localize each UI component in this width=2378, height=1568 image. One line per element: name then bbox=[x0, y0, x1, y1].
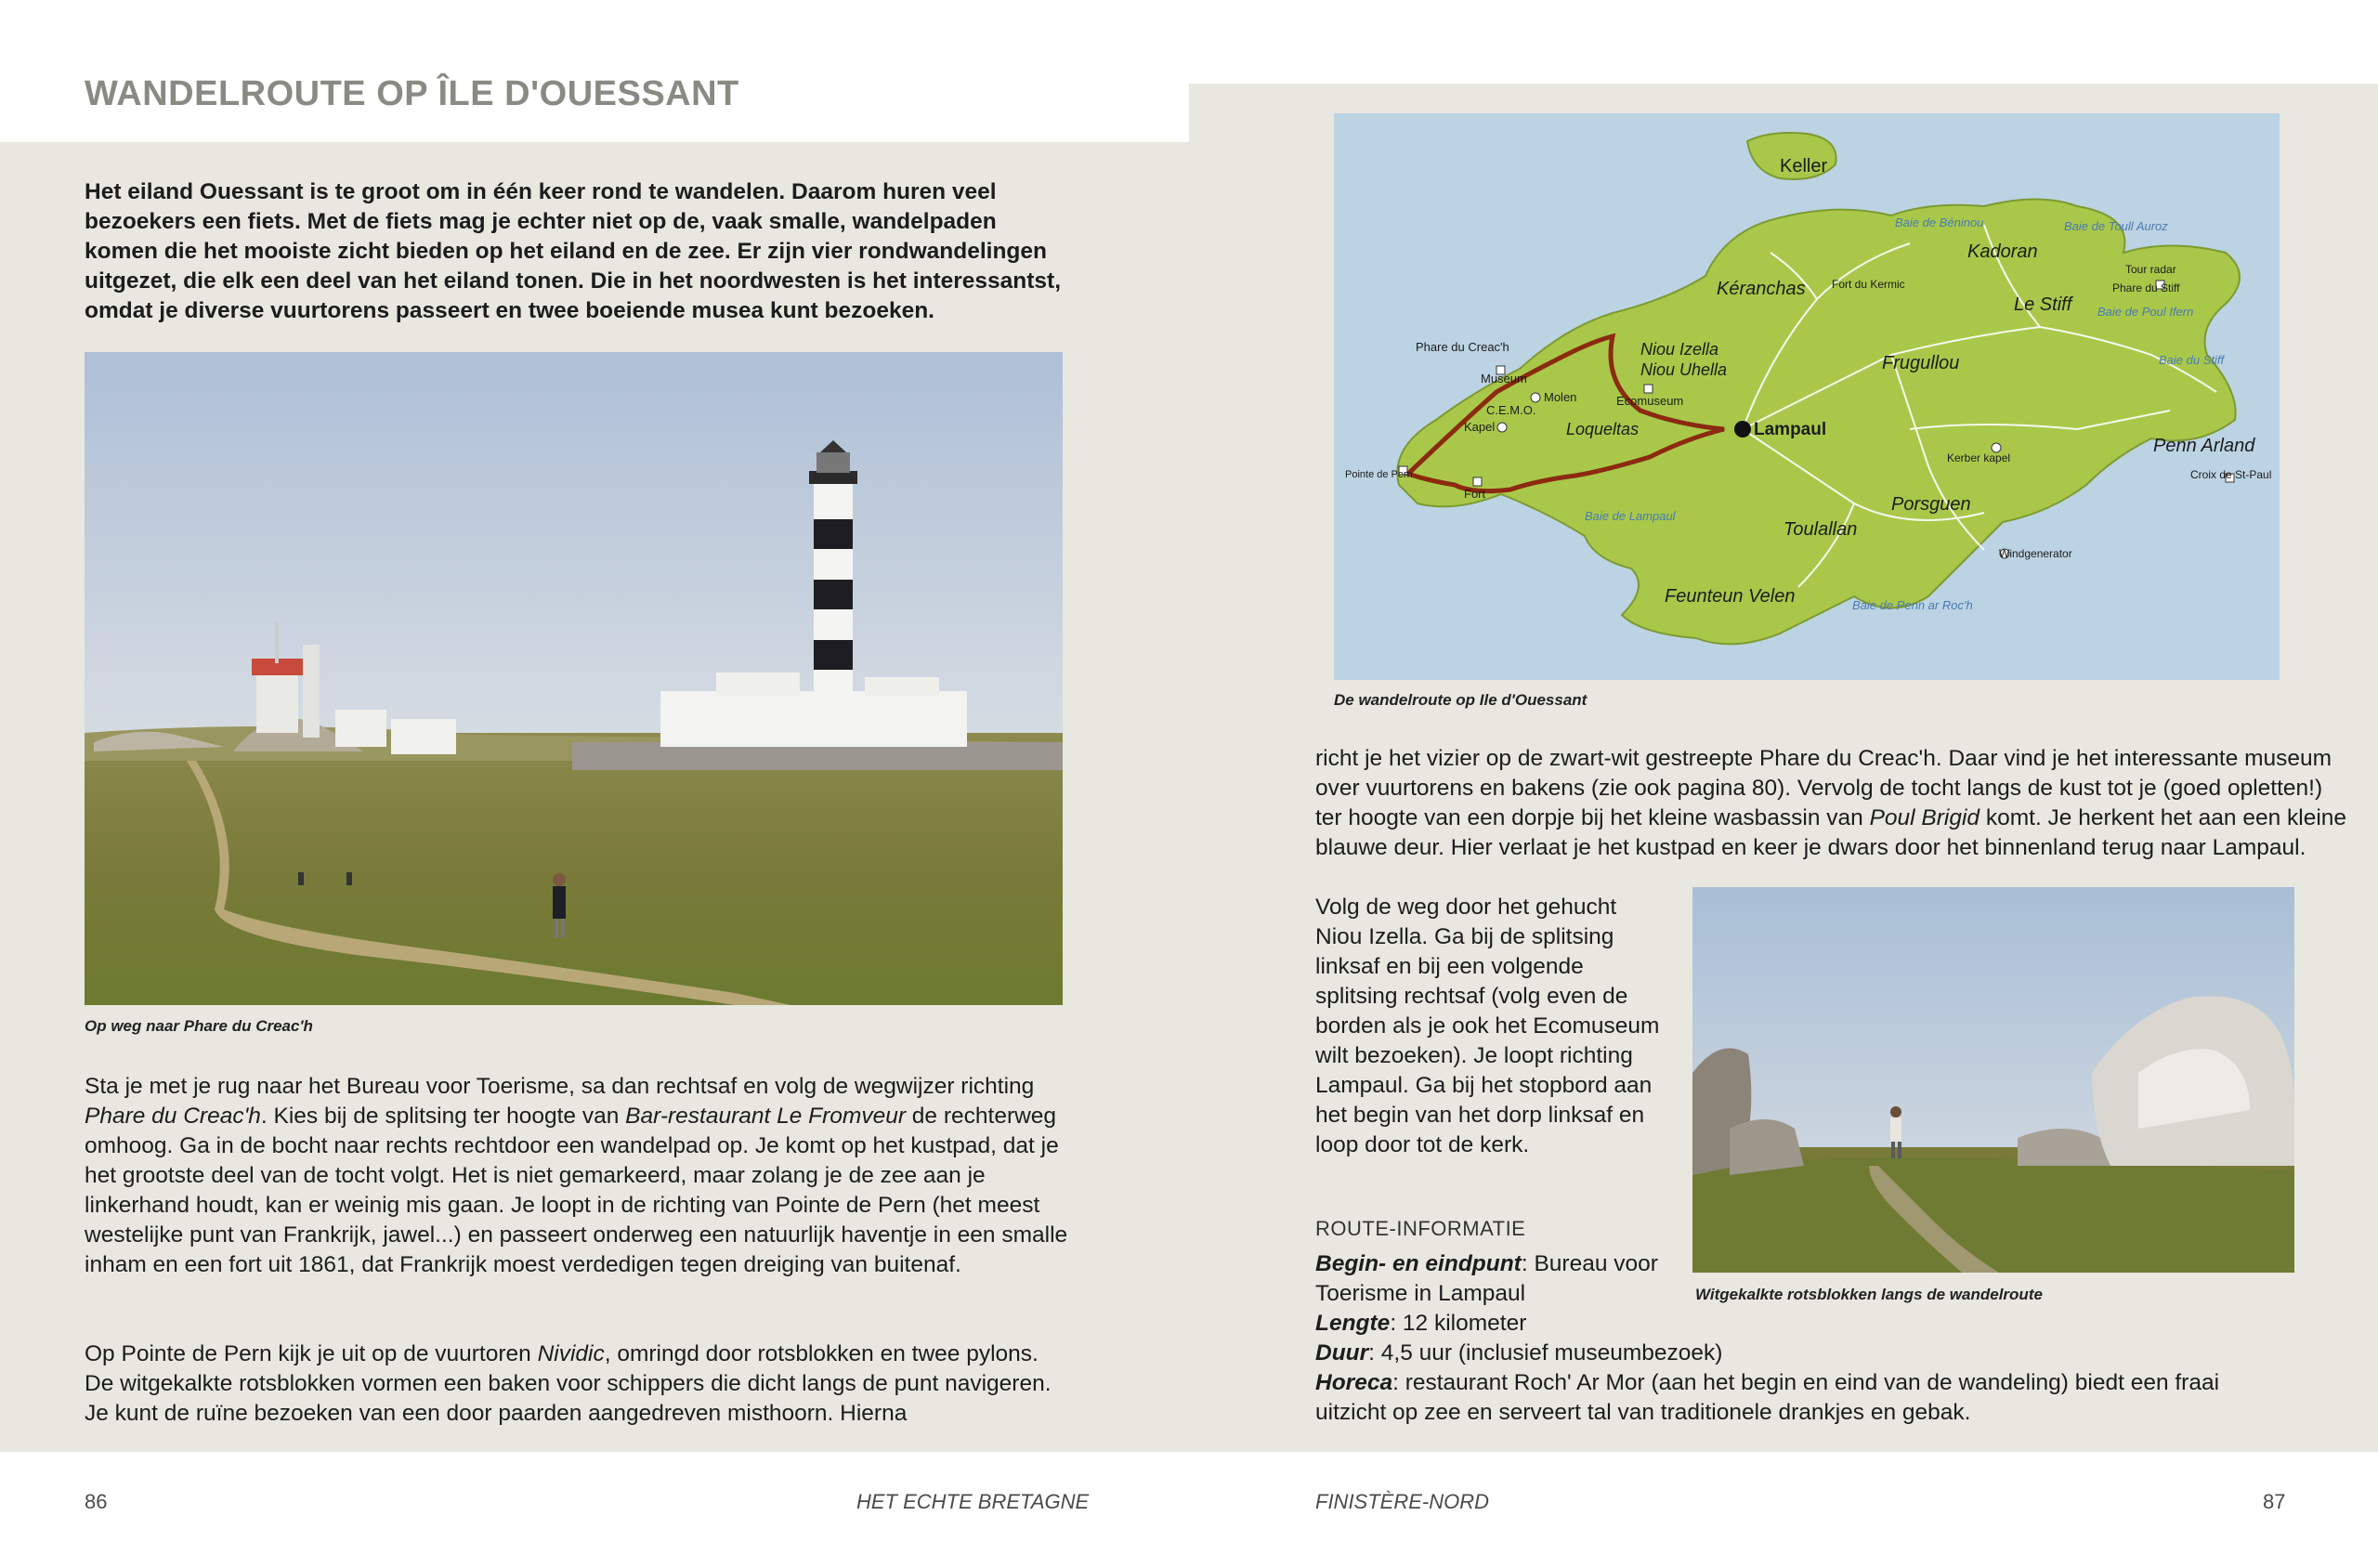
route-info-horeca-cont: uitzicht op zee en serveert tal van traditionele drankjes en gebak. bbox=[1315, 1400, 1971, 1425]
right-page bbox=[1189, 0, 2378, 1568]
route-info-start-cont: Toerisme in Lampaul bbox=[1315, 1281, 1526, 1306]
running-head: HET ECHTE BRETAGNE bbox=[856, 1490, 1090, 1513]
photo-caption: Op weg naar Phare du Creac'h bbox=[85, 1017, 313, 1035]
map-label-kapel: Kapel bbox=[1464, 420, 1496, 434]
map-label-porsguen: Porsguen bbox=[1891, 494, 1971, 515]
photo-caption: Witgekalkte rotsblokken langs de wandelroute bbox=[1695, 1286, 2043, 1303]
map-label-pointe-pern: Pointe de Pern bbox=[1345, 469, 1413, 480]
map-label-fort-kermic: Fort du Kermic bbox=[1832, 278, 1905, 291]
map-label-frugullou: Frugullou bbox=[1882, 353, 1960, 373]
map-label-baie-beninou: Baie de Béninou bbox=[1895, 216, 1984, 229]
map-label-baie-stiff: Baie du Stiff bbox=[2159, 353, 2225, 367]
map-label-baie-penn-roch: Baie de Penn ar Roc'h bbox=[1852, 598, 1973, 612]
map-label-croix-st-paul: Croix de St-Paul bbox=[2190, 468, 2272, 481]
map-caption: De wandelroute op Ile d'Ouessant bbox=[1334, 691, 1588, 709]
map-label-kerber-kapel: Kerber kapel bbox=[1947, 451, 2011, 464]
route-info-length: Lengte: 12 kilometer bbox=[1315, 1311, 1527, 1336]
map-label-phare-stiff: Phare du Stiff bbox=[2112, 281, 2180, 294]
map-label-feunteun-velen: Feunteun Velen bbox=[1665, 586, 1796, 607]
running-head: FINISTÈRE-NORD bbox=[1315, 1490, 1489, 1513]
route-info-duration: Duur: 4,5 uur (inclusief museumbezoek) bbox=[1315, 1340, 1723, 1365]
page-title: WANDELROUTE OP ÎLE D'OUESSANT bbox=[85, 74, 739, 113]
map-label-tour-radar: Tour radar bbox=[2125, 263, 2176, 276]
map-label-keller: Keller bbox=[1780, 156, 1828, 176]
route-info-horeca: Horeca: restaurant Roch' Ar Mor (aan het begin en eind van de wandeling) biedt een fraai bbox=[1315, 1370, 2220, 1395]
map-label-penn-arland: Penn Arland bbox=[2153, 436, 2255, 456]
map-label-niou-uhella: Niou Uhella bbox=[1640, 360, 1728, 379]
map-label-le-stiff: Le Stiff bbox=[2014, 294, 2072, 315]
page-number: 86 bbox=[85, 1490, 108, 1513]
map-label-lampaul: Lampaul bbox=[1754, 420, 1827, 439]
intro-paragraph: Het eiland Ouessant is te groot om in één keer rond te wandelen. Daarom huren veel bezoekers een fiets. Met de fiets mag je echter niet op de, vaak smalle, wandelpaden komen die het mooiste zicht bieden op het eiland en de zee. Er zijn vier rondwandelingen uitgezet, die elk een deel van het eiland tonen. Die in het noordwesten is het interessantst, omdat je diverse vuurtorens passeert en twee boeiende musea kunt bezoeken. bbox=[85, 179, 1062, 323]
route-map bbox=[1334, 113, 2280, 680]
map-label-baie-poul-ifern: Baie de Poul Ifern bbox=[2097, 305, 2194, 319]
map-label-windgenerator: Windgenerator bbox=[1999, 547, 2072, 560]
map-label-toulallan: Toulallan bbox=[1784, 519, 1858, 540]
map-label-phare-creach: Phare du Creac'h bbox=[1416, 340, 1509, 354]
route-info-heading: ROUTE-INFORMATIE bbox=[1315, 1217, 1526, 1240]
map-label-cemo: C.E.M.O. bbox=[1486, 403, 1536, 417]
map-label-ecomuseum: Ecomuseum bbox=[1616, 394, 1684, 408]
map-label-baie-lampaul: Baie de Lampaul bbox=[1585, 509, 1676, 523]
map-label-fort: Fort bbox=[1464, 487, 1486, 501]
lighthouse-photo bbox=[85, 352, 1063, 1005]
rocks-photo bbox=[1692, 887, 2294, 1273]
map-label-niou-izella: Niou Izella bbox=[1640, 340, 1719, 359]
page-number: 87 bbox=[2263, 1490, 2286, 1513]
map-label-baie-toull-auroz: Baie de Toull Auroz bbox=[2064, 219, 2168, 233]
body-paragraph-2: Op Pointe de Pern kijk je uit op de vuurtoren Nividic, omringd door rotsblokken en twee pylons. De witgekalkte rotsblokken vormen een baken voor schippers die dicht langs de punt navigeren. Je kunt de ruïne bezoeken van een door paarden aangedreven misthoorn. Hierna bbox=[85, 1341, 1052, 1426]
body-paragraph-2: Volg de weg door het gehucht Niou Izella. Ga bij de splitsing linksaf en bij een volgende splitsing rechtsaf (volg even de borden als je ook het Ecomuseum wilt bezoeken). Je loopt richting Lampaul. Ga bij het stopbord aan het begin van het dorp linksaf en loop door tot de kerk. bbox=[1315, 895, 1660, 1157]
map-label-museum: Museum bbox=[1481, 372, 1527, 385]
map-label-kadoran: Kadoran bbox=[1967, 242, 2038, 262]
map-label-molen: Molen bbox=[1544, 390, 1577, 404]
map-label-loqueltas: Loqueltas bbox=[1566, 420, 1640, 438]
route-info-start: Begin- en eindpunt: Bureau voor bbox=[1315, 1251, 1658, 1276]
body-paragraph-1: richt je het vizier op de zwart-wit gestreepte Phare du Creac'h. Daar vind je het interessante museum over vuurtorens en bakens (zie ook pagina 80). Vervolg de tocht langs de kust tot je (goed opletten!) ter hoogte van een dorpje bij het kleine wasbassin van Poul Brigid komt. Je herkent het aan een kleine blauwe deur. Hier verlaat je het kustpad en keer je dwars door het binnenland terug naar Lampaul. bbox=[1315, 746, 2347, 860]
map-label-keranchas: Kéranchas bbox=[1717, 279, 1806, 299]
body-paragraph-1: Sta je met je rug naar het Bureau voor Toerisme, sa dan rechtsaf en volg de wegwijzer richting Phare du Creac'h. Kies bij de splitsing ter hoogte van Bar-restaurant Le Fromveur de rechterweg omhoog. Ga in de bocht naar rechts rechtdoor een wandelpad op. Je komt op het kustpad, dat je het grootste deel van de tocht volgt. Het is niet gemarkeerd, maar zolang je de zee aan je linkerhand houdt, kan er weinig mis gaan. Je loopt in de richting van Pointe de Pern (het meest westelijke punt van Frankrijk, jawel...) en passeert onderweg een natuurlijk haventje in een smalle inham en een fort uit 1861, dat Frankrijk moest verdedigen tegen dreiging van buitenaf. bbox=[85, 1074, 1068, 1277]
